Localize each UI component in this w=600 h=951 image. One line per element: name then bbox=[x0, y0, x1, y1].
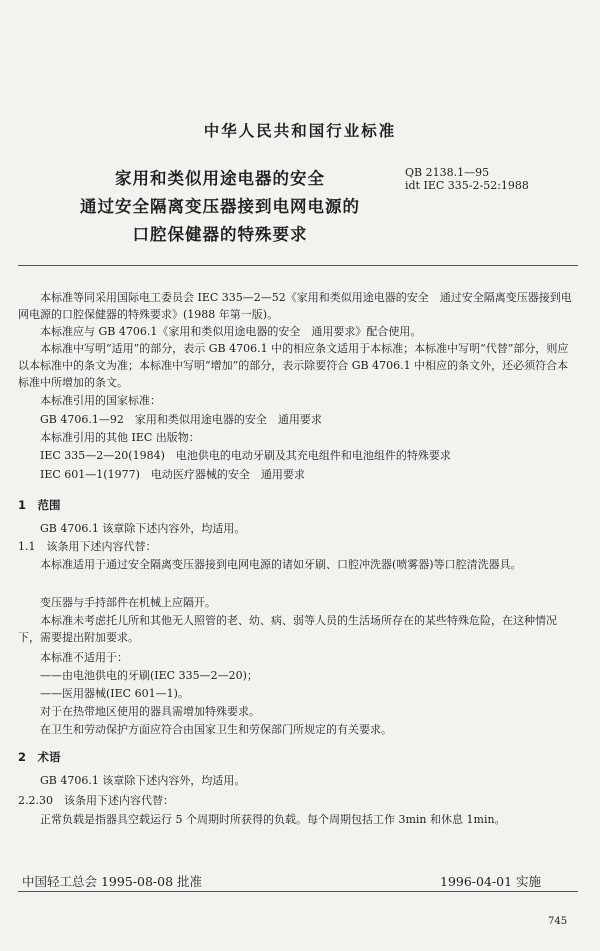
section-1-paragraph-8: 对于在热带地区使用的器具需增加特殊要求。 bbox=[40, 705, 260, 718]
intro-paragraph-5: GB 4706.1—92 家用和类似用途电器的安全 通用要求 bbox=[40, 413, 322, 426]
section-1-paragraph-9: 在卫生和劳动保护方面应符合由国家卫生和劳保部门所规定的有关要求。 bbox=[40, 723, 392, 736]
implementation-date: 1996-04-01 实施 bbox=[440, 874, 542, 889]
intro-paragraph-2: 本标准应与 GB 4706.1《家用和类似用途电器的安全 通用要求》配合使用。 bbox=[40, 325, 422, 338]
standard-code-qb: QB 2138.1—95 bbox=[405, 166, 490, 179]
section-2-paragraph-2: 正常负载是指器具空载运行 5 个周期时所获得的负载。每个周期包括工作 3min 和休息 1min。 bbox=[40, 813, 506, 826]
intro-paragraph-4: 本标准引用的国家标准： bbox=[40, 394, 161, 407]
footer-divider bbox=[18, 891, 578, 892]
page-number: 745 bbox=[548, 916, 568, 927]
clause-2-2-30: 2.2.30 该条用下述内容代替： bbox=[18, 794, 174, 807]
section-2-heading: 2 术语 bbox=[18, 750, 61, 764]
title-line-2: 通过安全隔离变压器接到电网电源的 bbox=[80, 197, 360, 216]
section-1-paragraph-2: 本标准适用于通过安全隔离变压器接到电网电源的诸如牙刷、口腔冲洗器(喷雾器)等口腔清洗器具。 bbox=[40, 558, 522, 571]
intro-paragraph-8: IEC 601—1(1977) 电动医疗器械的安全 通用要求 bbox=[40, 468, 305, 481]
title-divider bbox=[18, 265, 578, 266]
section-1-paragraph-5: 本标准不适用于： bbox=[40, 651, 128, 664]
section-1-paragraph-7: ——医用器械(IEC 601—1)。 bbox=[40, 687, 189, 700]
title-line-1: 家用和类似用途电器的安全 bbox=[115, 169, 325, 188]
approval-date: 中国轻工总会 1995-08-08 批准 bbox=[22, 874, 203, 889]
intro-paragraph-6: 本标准引用的其他 IEC 出版物： bbox=[40, 431, 200, 444]
standard-code-iec: idt IEC 335-2-52:1988 bbox=[405, 179, 529, 192]
clause-1-1: 1.1 该条用下述内容代替： bbox=[18, 540, 157, 553]
section-1-paragraph-4: 本标准未考虑托儿所和其他无人照管的老、幼、病、弱等人员的生活场所存在的某些特殊危险，在这种情况下，需要提出附加要求。 bbox=[18, 614, 557, 644]
standard-header: 中华人民共和国行业标准 bbox=[203, 122, 397, 140]
section-2-paragraph-1: GB 4706.1 该章除下述内容外，均适用。 bbox=[40, 774, 246, 787]
intro-paragraph-1: 本标准等同采用国际电工委员会 IEC 335—2—52《家用和类似用途电器的安全 通过安全隔离变压器接到电网电源的口腔保健器的特殊要求》(1988 年第一版)。 bbox=[18, 291, 572, 321]
title-line-3: 口腔保健器的特殊要求 bbox=[132, 225, 308, 244]
section-1-heading: 1 范围 bbox=[18, 498, 61, 512]
intro-paragraph-7: IEC 335—2—20(1984) 电池供电的电动牙刷及其充电组件和电池组件的特殊要求 bbox=[40, 449, 451, 462]
section-1-paragraph-1: GB 4706.1 该章除下述内容外，均适用。 bbox=[40, 522, 246, 535]
section-1-paragraph-6: ——由电池供电的牙刷(IEC 335—2—20)； bbox=[40, 669, 258, 682]
section-1-paragraph-3: 变压器与手持部件在机械上应隔开。 bbox=[40, 596, 216, 609]
intro-paragraph-3: 本标准中写明“适用”的部分，表示 GB 4706.1 中的相应条文适用于本标准；本标准中写明“代替”部分，则应以本标准中的条文为准；本标准中写明“增加”的部分，表示除要符合 GB 4706.1 中相应的条文外，还必须符合本标准中所增加的条文。 bbox=[18, 342, 569, 389]
